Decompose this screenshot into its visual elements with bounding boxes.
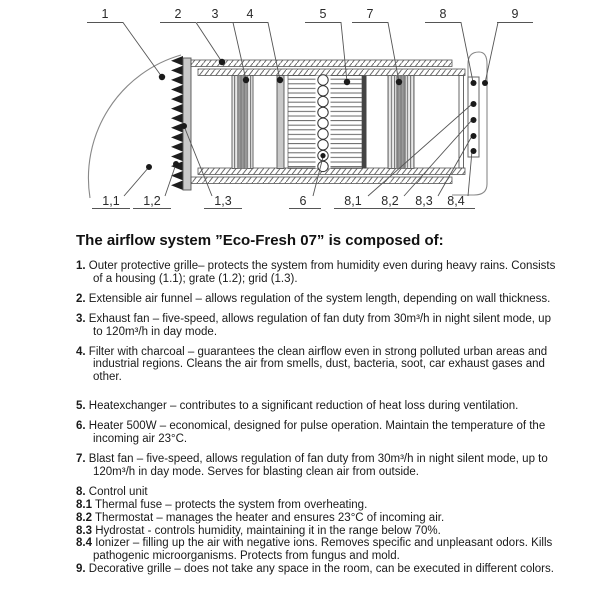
callout-label-8: 8 bbox=[439, 7, 447, 21]
item-text: Thermostat – manages the heater and ensures 23°C of incoming air. bbox=[92, 511, 445, 524]
callout-label-1-2: 1,2 bbox=[143, 194, 161, 208]
item-number: 4. bbox=[76, 345, 86, 358]
list-item bbox=[76, 537, 556, 563]
item-number: 8.2 bbox=[76, 511, 92, 524]
item-text: Control unit bbox=[85, 485, 148, 498]
list-item bbox=[76, 512, 556, 525]
list-item bbox=[76, 453, 556, 479]
callout-label-8-3: 8,3 bbox=[415, 194, 433, 208]
item-text: Heater 500W – economical, designed for pulse operation. Maintain the temperature of the incoming air 23°C. bbox=[85, 420, 546, 446]
item-number: 8. bbox=[76, 485, 86, 498]
list-item bbox=[76, 260, 556, 286]
item-text: Decorative grille – does not take any space in the room, can be executed in different colors. bbox=[85, 563, 554, 576]
callout-label-1-1: 1,1 bbox=[102, 194, 120, 208]
callout-label-3: 3 bbox=[211, 7, 219, 21]
item-text: Heatexchanger – contributes to a significant reduction of heat loss during ventilation. bbox=[85, 400, 519, 413]
description-section bbox=[76, 233, 556, 576]
list-item bbox=[76, 525, 556, 538]
list-item bbox=[76, 420, 556, 446]
protective-grille-housing-arc bbox=[88, 55, 181, 198]
callout-label-1-3: 1,3 bbox=[214, 194, 232, 208]
item-text: Ionizer – filling up the air with negative ions. Removes specific and unpleasant odors. Kills pathogenic microorganisms. Protects from fungus and mold. bbox=[92, 537, 553, 563]
callout-label-8-1: 8,1 bbox=[344, 194, 362, 208]
item-number: 5. bbox=[76, 400, 86, 413]
callout-label-7: 7 bbox=[366, 7, 374, 21]
heater-element-circle bbox=[318, 129, 328, 139]
heat-exchanger bbox=[288, 75, 367, 172]
blast-fan-stripes bbox=[388, 76, 414, 169]
callout-label-4: 4 bbox=[246, 7, 254, 21]
list-item bbox=[76, 346, 556, 385]
item-number: 8.4 bbox=[76, 537, 92, 550]
callout-label-5: 5 bbox=[319, 7, 327, 21]
item-number: 7. bbox=[76, 452, 86, 465]
component-list bbox=[76, 260, 556, 576]
airflow-system-diagram bbox=[0, 0, 600, 220]
heat-exchanger-end-plate bbox=[362, 76, 367, 169]
item-number: 3. bbox=[76, 312, 86, 325]
list-item bbox=[76, 400, 556, 413]
callout-label-1: 1 bbox=[101, 7, 109, 21]
exhaust-fan-stripes bbox=[232, 76, 253, 169]
charcoal-filter-bar bbox=[277, 76, 284, 169]
heater-element-circle bbox=[318, 75, 328, 85]
blast-fan-block bbox=[388, 76, 414, 169]
item-text: Blast fan – five-speed, allows regulation of fan duty from 30m³/h in night silent mode, up to 120m³/h in day mode. Serves for blasting clean air from outside. bbox=[85, 452, 548, 478]
heater-element-circle bbox=[318, 107, 328, 117]
duct-rail-bottom-outer bbox=[191, 177, 452, 184]
item-number: 8.1 bbox=[76, 498, 92, 511]
callout-label-2: 2 bbox=[174, 7, 182, 21]
item-number: 9. bbox=[76, 563, 86, 576]
heater-element-circle bbox=[318, 86, 328, 96]
duct-rail-bottom-inner bbox=[198, 168, 465, 175]
grate-sawtooth bbox=[171, 56, 183, 190]
item-text: Outer protective grille– protects the system from humidity even during heavy rains. Consists of a housing (1.1); grate (1.2); grid (1.3). bbox=[85, 260, 556, 285]
item-text: Thermal fuse – protects the system from overheating. bbox=[92, 498, 368, 511]
exhaust-fan-block bbox=[232, 76, 253, 169]
list-item bbox=[76, 499, 556, 512]
item-text: Extensible air funnel – allows regulation of the system length, depending on wall thickness. bbox=[85, 292, 551, 305]
duct-rail-top-inner bbox=[198, 69, 465, 76]
list-item bbox=[76, 293, 556, 306]
item-text: Filter with charcoal – guarantees the clean airflow even in strong polluted urban areas and industrial regions. Cleans the air from smells, dust, bacteria, soot, car exhaust gases and other. bbox=[85, 345, 548, 384]
heater-element-circle bbox=[318, 140, 328, 150]
item-number: 2. bbox=[76, 292, 86, 305]
callout-label-8-2: 8,2 bbox=[381, 194, 399, 208]
heater-element-circle bbox=[318, 96, 328, 106]
list-item bbox=[76, 486, 556, 499]
item-text: Hydrostat - controls humidity, maintaining it in the range below 70%. bbox=[92, 524, 441, 537]
callout-label-9: 9 bbox=[511, 7, 519, 21]
item-number: 6. bbox=[76, 420, 86, 433]
list-item bbox=[76, 563, 556, 576]
duct-rail-top-outer bbox=[191, 60, 452, 67]
page-title: The airflow system ”Eco-Fresh 07” is composed of: bbox=[76, 232, 444, 249]
item-number: 1. bbox=[76, 260, 86, 272]
item-number: 8.3 bbox=[76, 524, 92, 537]
heater-element-circle bbox=[318, 118, 328, 128]
callout-label-8-4: 8,4 bbox=[447, 194, 465, 208]
item-text: Exhaust fan – five-speed, allows regulation of fan duty from 30m³/h in night silent mode, up to 120m³/h in day mode. bbox=[85, 312, 551, 338]
list-item bbox=[76, 313, 556, 339]
callout-label-6: 6 bbox=[299, 194, 307, 208]
